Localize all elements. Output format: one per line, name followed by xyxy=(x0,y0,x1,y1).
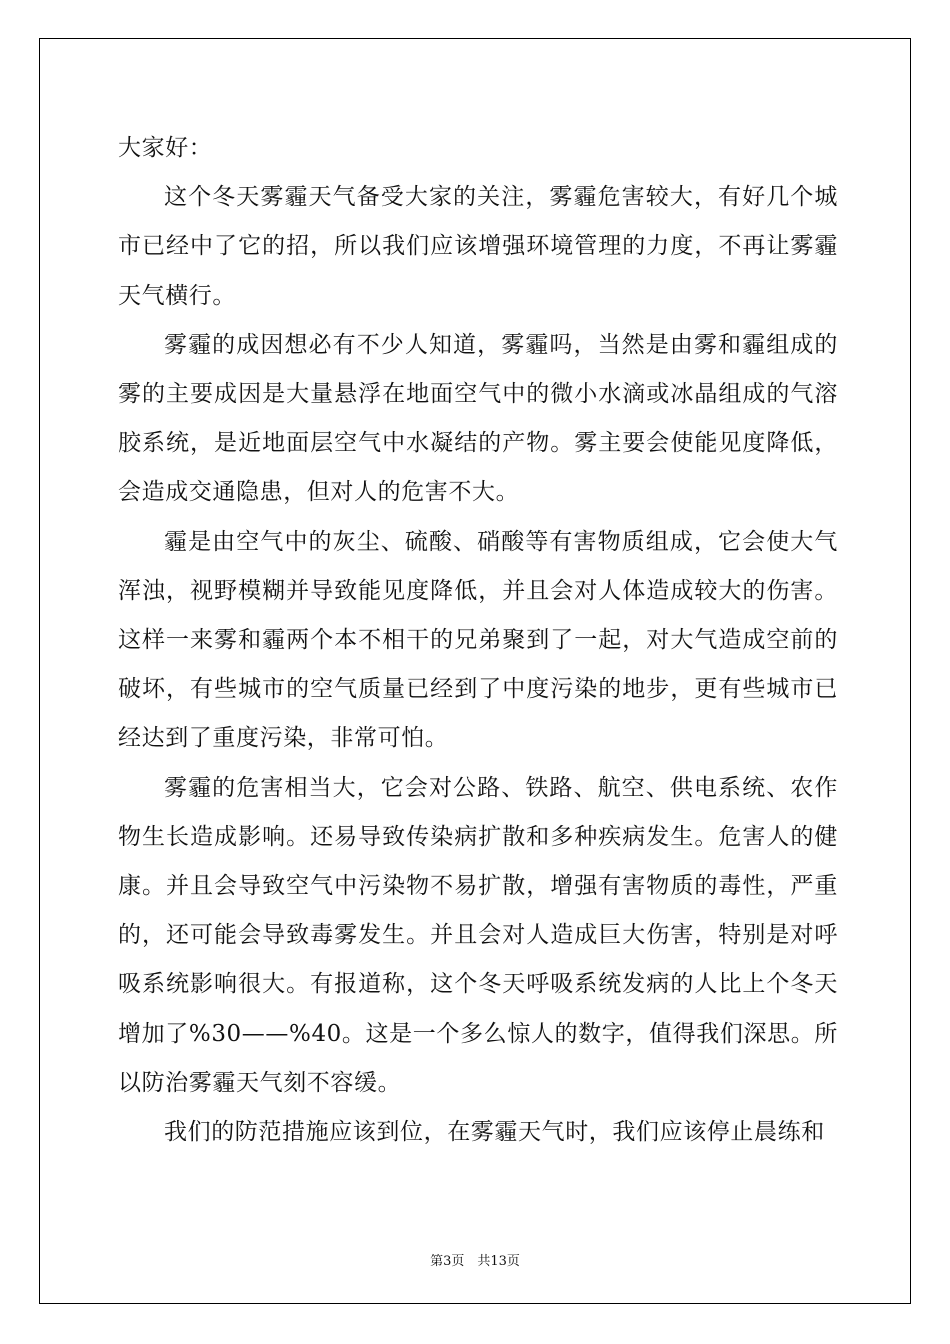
paragraph-2: 雾霾的成因想必有不少人知道，雾霾吗，当然是由雾和霾组成的雾的主要成因是大量悬浮在地面空气中的微小水滴或冰晶组成的气溶胶系统，是近地面层空气中水凝结的产物。雾主要会使能见度降低，会造成交通隐患，但对人的危害不大。 xyxy=(118,331,838,506)
document-body xyxy=(118,124,838,1157)
paragraph-5: 我们的防范措施应该到位，在雾霾天气时，我们应该停止晨练和 xyxy=(164,1119,825,1146)
paragraph-3: 霾是由空气中的灰尘、硫酸、硝酸等有害物质组成，它会使大气浑浊，视野模糊并导致能见度降低，并且会对人体造成较大的伤害。这样一来雾和霾两个本不相干的兄弟聚到了一起，对大气造成空前的破坏，有些城市的空气质量已经到了中度污染的地步，更有些城市已经达到了重度污染，非常可怕。 xyxy=(118,528,838,752)
greeting: 大家好： xyxy=(118,135,213,161)
paragraph-1: 这个冬天雾霾天气备受大家的关注，雾霾危害较大，有好几个城市已经中了它的招，所以我们应该增强环境管理的力度，不再让雾霾天气横行。 xyxy=(118,184,838,309)
page-footer: 第3页 共13页 xyxy=(430,1254,520,1269)
paragraph-4: 雾霾的危害相当大，它会对公路、铁路、航空、供电系统、农作物生长造成影响。还易导致传染病扩散和多种疾病发生。危害人的健康。并且会导致空气中污染物不易扩散，增强有害物质的毒性，严重的，还可能会导致毒雾发生。并且会对人造成巨大伤害，特别是对呼吸系统影响很大。有报道称，这个冬天呼吸系统发病的人比上个冬天增加了%30——%40。这是一个多么惊人的数字，值得我们深思。所以防治雾霾天气刻不容缓。 xyxy=(118,774,838,1096)
